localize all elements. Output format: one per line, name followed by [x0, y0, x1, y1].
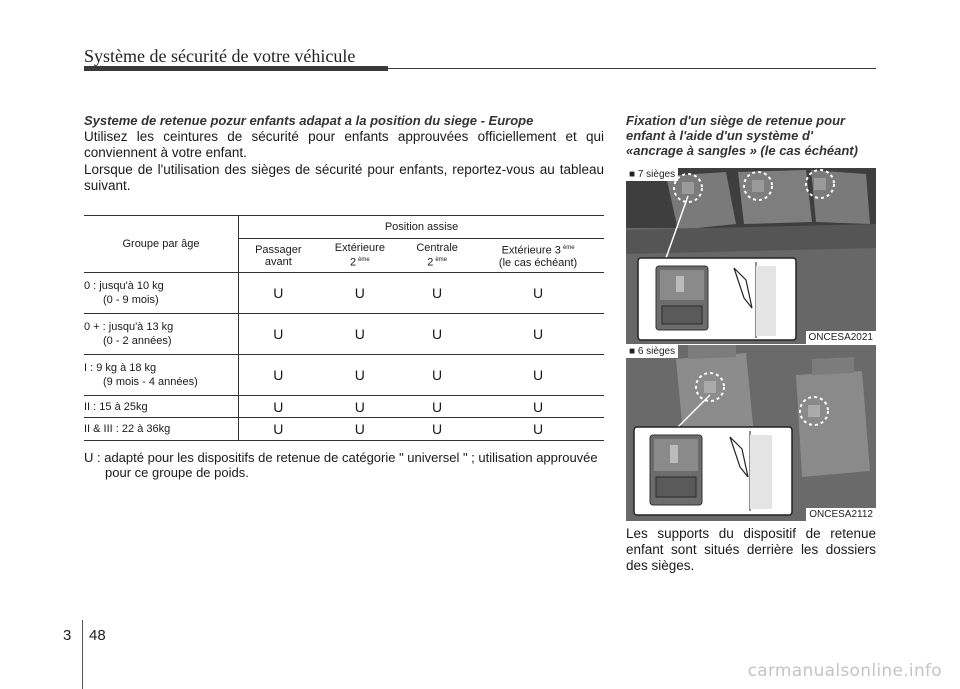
table-cell: U	[402, 418, 472, 441]
cargo-area-illustration	[626, 168, 876, 344]
six-seats-label: ■ 6 sièges	[626, 345, 678, 358]
table-row	[84, 273, 604, 314]
intro-paragraph: Utilisez les ceintures de sécurité pour enfants approuvées officiellement et qui conviennent à votre enfant.	[84, 129, 604, 160]
table-cell: U	[402, 314, 472, 355]
table-cell: U	[318, 273, 402, 314]
photo1-caption: ONCESA2021	[806, 331, 876, 344]
group-header: Groupe par âge	[84, 216, 239, 273]
row-label: 0 + : jusqu'à 13 kg (0 - 2 années)	[84, 314, 239, 355]
left-section-title: Systeme de retenue pozur enfants adapat a la position du siege - Europe	[84, 113, 534, 128]
photo2-caption: ONCESA2112	[806, 508, 876, 521]
seven-seats-label: ■ 7 sièges	[626, 168, 678, 181]
seven-seat-photo	[626, 168, 876, 344]
table-cell: U	[402, 396, 472, 418]
table-cell: U	[318, 355, 402, 396]
table-cell: U	[402, 273, 472, 314]
table-cell: U	[239, 355, 318, 396]
page-number: 48	[89, 627, 106, 644]
table-cell: U	[239, 396, 318, 418]
page-number-divider	[82, 620, 83, 689]
row-label: I : 9 kg à 18 kg (9 mois - 4 années)	[84, 355, 239, 396]
table-cell: U	[318, 396, 402, 418]
table-cell: U	[318, 314, 402, 355]
column-header: Extérieure 2 $^{ème}$	[318, 239, 402, 273]
row-label: II : 15 à 25kg	[84, 396, 239, 418]
table-cell: U	[472, 355, 604, 396]
table-cell: U	[402, 355, 472, 396]
column-header: Centrale 2 $^{ème}$	[402, 239, 472, 273]
table-row	[84, 314, 604, 355]
table-cell: U	[472, 314, 604, 355]
table-cell: U	[239, 273, 318, 314]
table-cell: U	[239, 314, 318, 355]
seat-backs-illustration	[626, 345, 876, 521]
column-header: Extérieure 3 $^{ème}$ (le cas échéant)	[472, 239, 604, 273]
watermark: carmanualsonline.info	[747, 661, 942, 681]
position-header: Position assise	[239, 216, 605, 239]
table-row	[84, 396, 604, 418]
table-cell: U	[472, 273, 604, 314]
header-rule-thick	[84, 66, 388, 71]
page-header-title: Système de sécurité de votre véhicule	[84, 46, 356, 66]
table-cell: U	[239, 418, 318, 441]
table-row	[84, 418, 604, 441]
table-cell: U	[472, 418, 604, 441]
child-seat-table	[84, 215, 604, 441]
column-header: Passager avant	[239, 239, 318, 273]
table-cell: U	[318, 418, 402, 441]
row-label: II & III : 22 à 36kg	[84, 418, 239, 441]
table-footnote: U : adapté pour les dispositifs de retenue de catégorie " universel " ; utilisation approuvée pour ce groupe de poids.	[84, 450, 598, 480]
row-label: 0 : jusqu'à 10 kg (0 - 9 mois)	[84, 273, 239, 314]
six-seat-photo	[626, 345, 876, 521]
table-cell: U	[472, 396, 604, 418]
table-row	[84, 355, 604, 396]
table-reference-paragraph: Lorsque de l'utilisation des sièges de sécurité pour enfants, reportez-vous au tableau suivant.	[84, 162, 604, 193]
header-rule-thin	[388, 68, 876, 69]
right-section-title: Fixation d'un siège de retenue pour enfant à l'aide d'un système d' «ancrage à sangles » (le cas échéant)	[626, 113, 858, 158]
anchor-location-paragraph: Les supports du dispositif de retenue enfant sont situés derrière les dossiers des sièges.	[626, 526, 876, 573]
chapter-number: 3	[63, 627, 72, 644]
